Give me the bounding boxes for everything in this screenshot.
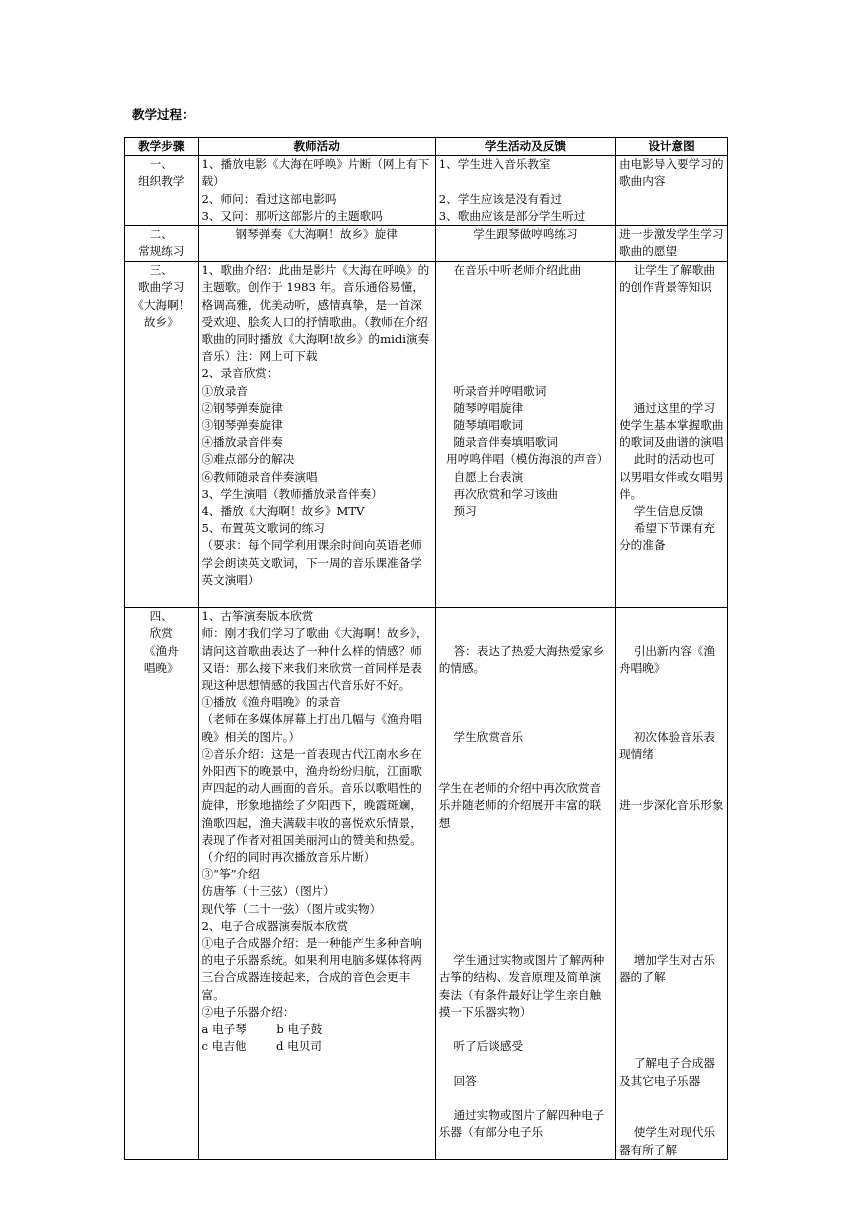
teacher-cell: 1、歌曲介绍：此曲是影片《大海在呼唤》的主题歌。创作于 1983 年。音乐通俗易懂，格调高雅，优美动听，感情真挚，是一首深受欢迎、脍炙人口的抒情歌曲。（教师在介绍歌曲的同时播放《大海啊!故乡》的midi演奏音乐）注：网上可下载 2、录音欣赏： ①放录音 ②钢琴弹奏旋律 ③钢琴弹奏旋律 ④播放录音伴奏 ⑤难点部分的解决 ⑥教师随录音伴奏演唱 3、学生演唱（教师播放录音伴奏） 4、播放《大海啊！故乡》MTV 5、布置英文歌词的练习 （要求：每个同学利用课余时间向英语老师学会朗读英文歌词，下一周的音乐课准备学英文演唱） xyxy=(198,262,435,608)
step-cell: 四、 欣赏 《渔舟 唱晚》 xyxy=(125,608,199,1160)
intent-cell: 进一步激发学生学习歌曲的愿望 xyxy=(616,226,728,262)
teacher-cell: 钢琴弹奏《大海啊！故乡》旋律 xyxy=(198,226,435,262)
step-cell: 二、 常规练习 xyxy=(125,226,199,262)
header-step: 教学步骤 xyxy=(125,138,199,156)
teacher-cell: 1、古筝演奏版本欣赏 师：刚才我们学习了歌曲《大海啊！故乡》，请问这首歌曲表达了一种什么样的情感？师又语：那么接下来我们来欣赏一首同样是表现这种思想情感的我国古代音乐好不好。 ①播放《渔舟唱晚》的录音 （老师在多媒体屏幕上打出几幅与《渔舟唱晚》相关的图片。） ②音乐介绍：这是一首表现古代江南水乡在外阳西下的晚景中，渔舟纷纷归航，江面歌声四起的动人画面的音乐。音乐以歌唱性的旋律，形象地描绘了夕阳西下，晚霞斑斓，渔歌四起，渔夫满载丰收的喜悦欢乐情景，表现了作者对祖国美丽河山的赞美和热爱。（介绍的同时再次播放音乐片断） ③“筝”介绍 仿唐筝（十三弦）（图片） 现代筝（二十一弦）（图片或实物） 2、电子合成器演奏版本欣赏 ①电子合成器介绍：是一种能产生多种音响的电子乐器系统。如果利用电脑多媒体将两三台合成器连接起来，合成的音色会更丰富。 ②电子乐器介绍： a 电子琴 b 电子鼓 c 电吉他 d 电贝司 xyxy=(198,608,435,1160)
table-row xyxy=(125,608,728,1160)
teacher-cell: 1、播放电影《大海在呼唤》片断（网上有下载） 2、师问：看过这部电影吗 3、又问：那听这部影片的主题歌吗 xyxy=(198,156,435,226)
header-design-intent: 设计意图 xyxy=(616,138,728,156)
intent-cell: 让学生了解歌曲的创作背景等知识 通过这里的学习使学生基本掌握歌曲的歌词及曲谱的演唱 此时的活动也可以男唱女伴或女唱男伴。 学生信息反馈 希望下节课有充分的准备 xyxy=(616,262,728,608)
table-row xyxy=(125,262,728,608)
step-cell: 三、 歌曲学习 《大海啊！ 故乡》 xyxy=(125,262,199,608)
intent-cell: 由电影导入要学习的歌曲内容 xyxy=(616,156,728,226)
student-cell: 学生跟琴做哼鸣练习 xyxy=(435,226,615,262)
student-cell: 答：表达了热爱大海热爱家乡的情感。 学生欣赏音乐 学生在老师的介绍中再次欣赏音乐并随老师的介绍展开丰富的联想 学生通过实物或图片了解两种古筝的结构、发音原理及简单演奏法（有条件最好让学生亲自触摸一下乐器实物） 听了后谈感受 回答 通过实物或图片了解四种电子乐器（有部分电子乐 xyxy=(435,608,615,1160)
step-cell: 一、 组织教学 xyxy=(125,156,199,226)
page-title: 教学过程： xyxy=(132,107,195,122)
student-cell: 在音乐中听老师介绍此曲 听录音并哼唱歌词 随琴哼唱旋律 随琴填唱歌词 随录音伴奏填唱歌词 用哼鸣伴唱（模仿海浪的声音） 自愿上台表演 再次欣赏和学习该曲 预习 xyxy=(435,262,615,608)
table-header-row xyxy=(125,138,728,156)
header-student-activity: 学生活动及反馈 xyxy=(435,138,615,156)
header-teacher-activity: 教师活动 xyxy=(198,138,435,156)
intent-cell: 引出新内容《渔舟唱晚》 初次体验音乐表现情绪 进一步深化音乐形象 增加学生对古乐器的了解 了解电子合成器及其它电子乐器 使学生对现代乐器有所了解 xyxy=(616,608,728,1160)
lesson-process-table xyxy=(124,137,728,1160)
student-cell: 1、学生进入音乐教室 2、学生应该是没有看过 3、歌曲应该是部分学生听过 xyxy=(435,156,615,226)
table-row xyxy=(125,226,728,262)
table-row xyxy=(125,156,728,226)
